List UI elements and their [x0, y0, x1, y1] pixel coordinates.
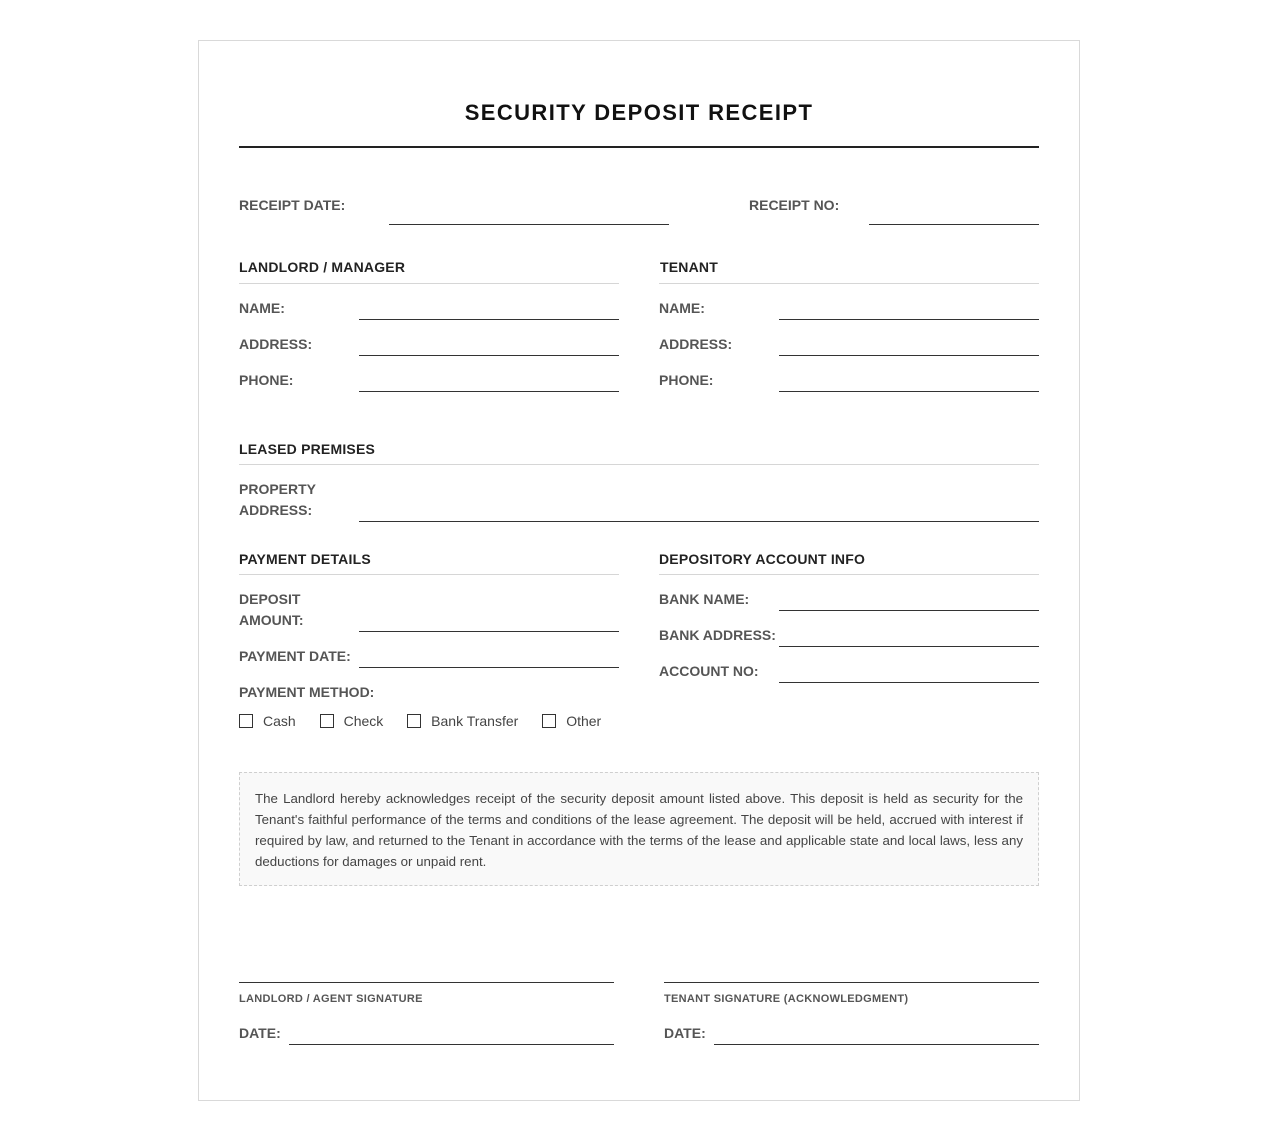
property-address-label-line1: PROPERTY	[239, 481, 317, 497]
tenant-date-field[interactable]	[714, 1044, 1039, 1045]
other-label: Other	[566, 713, 602, 729]
payment-divider	[239, 574, 619, 575]
bank-address-field[interactable]	[779, 646, 1039, 647]
landlord-phone-label: PHONE:	[239, 372, 294, 388]
payment-method-other[interactable]	[542, 713, 601, 729]
property-address-label-line2: ADDRESS:	[239, 502, 313, 518]
receipt-date-label: RECEIPT DATE:	[239, 197, 346, 213]
check-checkbox[interactable]	[320, 714, 334, 728]
tenant-address-label: ADDRESS:	[659, 336, 733, 352]
tenant-signature-line[interactable]	[664, 982, 1039, 983]
landlord-date-field[interactable]	[289, 1044, 614, 1045]
landlord-address-label: ADDRESS:	[239, 336, 313, 352]
tenant-address-field[interactable]	[779, 355, 1039, 356]
receipt-date-field[interactable]	[389, 224, 669, 225]
payment-date-field[interactable]	[359, 667, 619, 668]
cash-label: Cash	[263, 713, 296, 729]
landlord-name-label: NAME:	[239, 300, 285, 316]
bank-name-field[interactable]	[779, 610, 1039, 611]
payment-method-cash[interactable]	[239, 713, 296, 729]
landlord-heading: LANDLORD / MANAGER	[239, 259, 406, 275]
landlord-date-label: DATE:	[239, 1025, 281, 1041]
receipt-no-label: RECEIPT NO:	[749, 197, 840, 213]
landlord-signature-line[interactable]	[239, 982, 614, 983]
landlord-signature-caption: LANDLORD / AGENT SIGNATURE	[239, 993, 423, 1005]
tenant-name-field[interactable]	[779, 319, 1039, 320]
landlord-phone-field[interactable]	[359, 391, 619, 392]
receipt-no-field[interactable]	[869, 224, 1039, 225]
tenant-phone-label: PHONE:	[659, 372, 714, 388]
tenant-date-label: DATE:	[664, 1025, 706, 1041]
tenant-signature-caption: TENANT SIGNATURE (ACKNOWLEDGMENT)	[664, 993, 909, 1005]
acknowledgment-notice: The Landlord hereby acknowledges receipt of the security deposit amount listed above. This deposit is held as security for the Tenant's faithful performance of the terms and conditions of the lease agreement. The deposit will be held, accrued with interest if required by law, and returned to the Tenant in accordance with the terms of the lease and applicable state and local laws, less any deductions for damages or unpaid rent.	[239, 772, 1039, 886]
payment-method-bank-transfer[interactable]	[407, 713, 518, 729]
page-title: SECURITY DEPOSIT RECEIPT	[464, 100, 814, 125]
cash-checkbox[interactable]	[239, 714, 253, 728]
check-label: Check	[343, 713, 384, 729]
deposit-amount-label-line2: AMOUNT:	[239, 612, 304, 628]
receipt-page	[198, 40, 1080, 1101]
payment-method-check[interactable]	[320, 713, 384, 729]
bank-transfer-checkbox[interactable]	[407, 714, 421, 728]
deposit-amount-label-line1: DEPOSIT	[239, 591, 301, 607]
property-address-field[interactable]	[359, 521, 1039, 522]
landlord-divider	[239, 283, 619, 284]
payment-heading: PAYMENT DETAILS	[239, 551, 371, 567]
title-divider	[239, 146, 1039, 148]
tenant-heading: TENANT	[660, 259, 718, 275]
payment-date-label: PAYMENT DATE:	[239, 648, 351, 664]
payment-method-options	[239, 713, 621, 731]
landlord-address-field[interactable]	[359, 355, 619, 356]
bank-address-label: BANK ADDRESS:	[659, 627, 776, 643]
tenant-name-label: NAME:	[659, 300, 705, 316]
bank-name-label: BANK NAME:	[659, 591, 750, 607]
premises-heading: LEASED PREMISES	[239, 441, 376, 457]
bank-transfer-label: Bank Transfer	[431, 713, 519, 729]
bank-divider	[659, 574, 1039, 575]
account-no-field[interactable]	[779, 682, 1039, 683]
account-no-label: ACCOUNT NO:	[659, 663, 759, 679]
tenant-divider	[659, 283, 1039, 284]
tenant-phone-field[interactable]	[779, 391, 1039, 392]
bank-heading: DEPOSITORY ACCOUNT INFO	[659, 551, 866, 567]
premises-divider	[239, 464, 1039, 465]
landlord-name-field[interactable]	[359, 319, 619, 320]
deposit-amount-field[interactable]	[359, 631, 619, 632]
other-checkbox[interactable]	[542, 714, 556, 728]
payment-method-label: PAYMENT METHOD:	[239, 684, 375, 700]
